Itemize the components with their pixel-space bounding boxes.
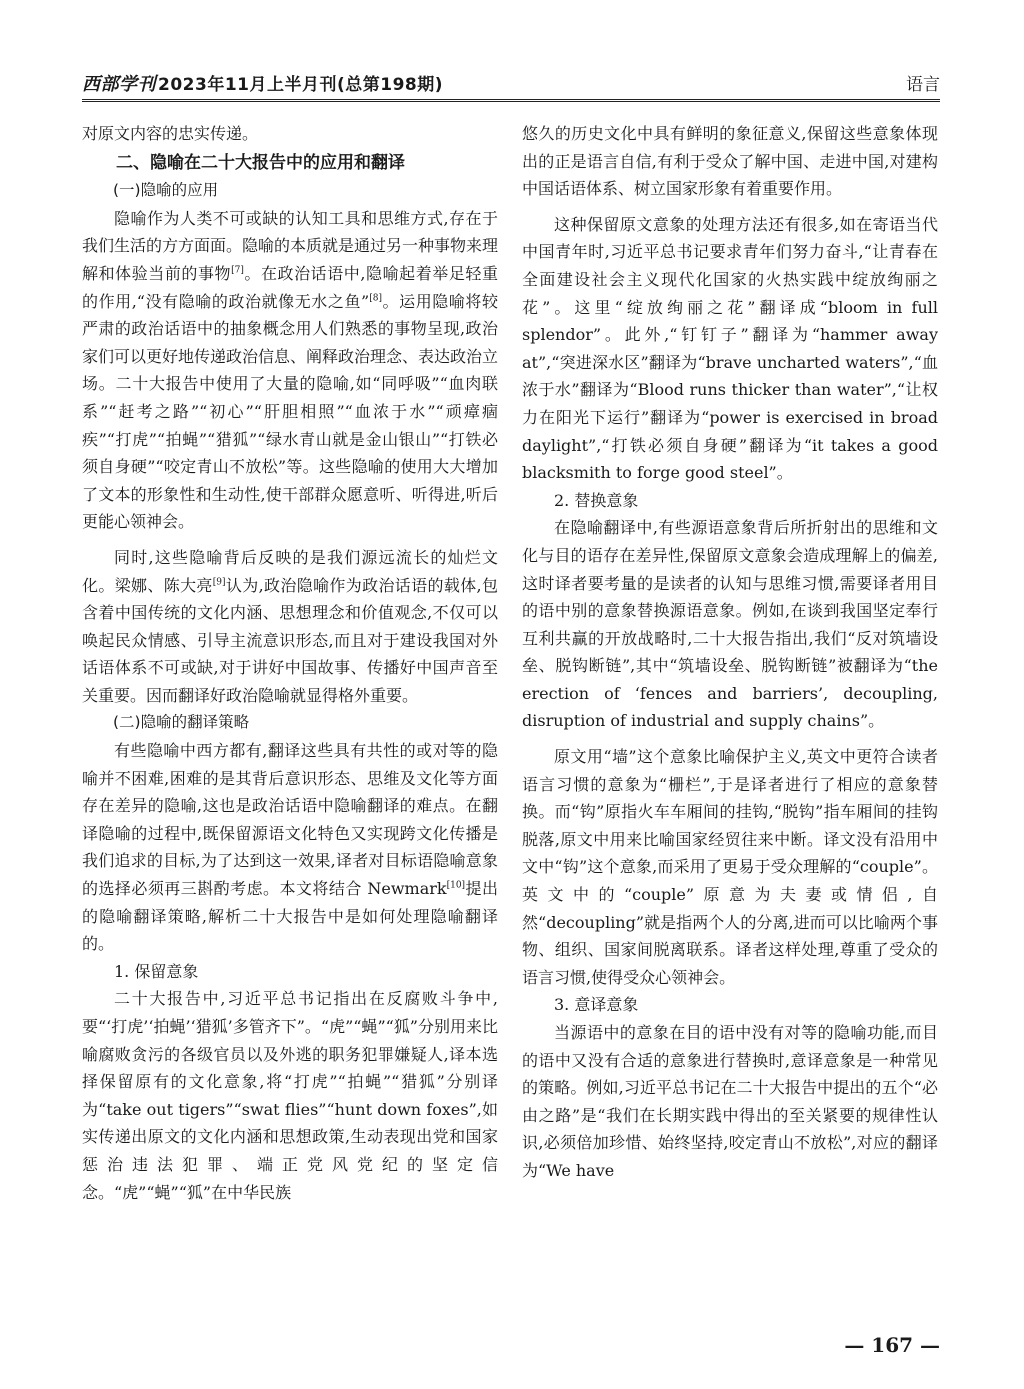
left-column: [82, 120, 498, 1206]
text-run: 。运用隐喻将较严肃的政治话语中的抽象概念用人们熟悉的事物呈现,政治家们可以更好地传递政治信息、阐释政治理念、表达政治立场。二十大报告中使用了大量的隐喻,如“同呼吸”“血肉联系”“赶考之路”“初心”“肝胆相照”“血浓于水”“顽瘴痼疾”“打虎”“拍蝇”“猎狐”“绿水青山就是金山银山”“打铁必须自身硬”“咬定青山不放松”等。这些隐喻的使用大大增加了文本的形象性和生动性,使干部群众愿意听、听得进,听后更能心领神会。: [82, 291, 499, 532]
text-run: 认为,政治隐喻作为政治话语的载体,包含着中国传统的文化内涵、思想理念和价值观念,不仅可以唤起民众情感、引导主流意识形态,而且对于建设我国对外话语体系不可或缺,对于讲好中国故事、传播好中国声音至关重要。因而翻译好政治隐喻就显得格外重要。: [82, 575, 498, 705]
subsection-heading: 2. 替换意象: [554, 490, 639, 510]
text-run: 提出的隐喻翻译策略,解析二十大报告中是如何处理隐喻翻译的。: [82, 879, 498, 954]
paragraph: 当源语中的意象在目的语中没有对等的隐喻功能,而目的语中又没有合适的意象进行替换时,意译意象是一种常见的策略。例如,习近平总书记在二十大报告中提出的五个“必由之路”是“我们在长期实践中得出的至关紧要的规律性认识,必须倍加珍惜、始终坚持,咬定青山不放松”,对应的翻译为“We have: [522, 1023, 938, 1180]
journal-issue: [82, 70, 443, 96]
text-run: 同时,这些隐喻背后反映的是我们源远流长的灿烂文化。梁娜、陈大亮: [82, 547, 498, 595]
paragraph: 在隐喻翻译中,有些源语意象背后所折射出的思维和文化与目的语存在差异性,保留原文意象会造成理解上的偏差,这时译者要考量的是读者的认知与思维习惯,需要译者用目的语中别的意象替换源语意象。例如,在谈到我国坚定奉行互利共赢的开放战略时,二十大报告指出,我们“反对筑墙设垒、脱钩断链”,其中“筑墙设垒、脱钩断链”被翻译为“the erection of ‘fences and barriers’, decoupling, disruption of industrial and supply chains”。: [522, 518, 938, 731]
citation: [10]: [446, 880, 466, 891]
subsection-heading: (一)隐喻的应用: [113, 181, 219, 200]
paragraph: 二十大报告中,习近平总书记指出在反腐败斗争中,要“‘打虎’‘拍蝇’‘猎狐’多管齐下”。“虎”“蝇”“狐”分别用来比喻腐败贪污的各级官员以及外逃的职务犯罪嫌疑人,译本选择保留原有的文化意象,将“打虎”“拍蝇”“猎狐”分别译为“take out tigers”“swat flies”“hunt down foxes”,如实传递出原文的文化内涵和思想政策,生动表现出党和国家惩治违法犯罪、端正党风党纪的坚定信念。“虎”“蝇”“狐”在中华民族: [82, 989, 498, 1202]
section-heading: 二、隐喻在二十大报告中的应用和翻译: [116, 152, 405, 173]
paragraph: [82, 205, 498, 536]
paragraph: [82, 737, 498, 958]
paragraph: 原文用“墙”这个意象比喻保护主义,英文中更符合读者语言习惯的意象为“栅栏”,于是译者进行了相应的意象替换。而“钩”原指火车车厢间的挂钩,“脱钩”指车厢间的挂钩脱落,原文中用来比喻国家经贸往来中断。译文没有沿用中文中“钩”这个意象,而采用了更易于受众理解的“couple”。英文中的“couple”原意为夫妻或情侣,自然“decoupling”就是指两个人的分离,进而可以比喻两个事物、组织、国家间脱离联系。译者这样处理,尊重了受众的语言习惯,使得受众心领神会。: [522, 747, 938, 987]
text-run: 。在政治话语中,隐喻起着举足轻重的作用,“没有隐喻的政治就像无水之鱼”: [82, 263, 498, 311]
right-column: [522, 120, 938, 1185]
paragraph: 这种保留原文意象的处理方法还有很多,如在寄语当代中国青年时,习近平总书记要求青年们努力奋斗,“让青春在全面建设社会主义现代化国家的火热实践中绽放绚丽之花”。这里“绽放绚丽之花”翻译成“bloom in full splendor”。此外,“钉钉子”翻译为“hammer away at”,“突进深水区”翻译为“brave uncharted waters”,“血浓于水”翻译为“Blood runs thicker than water”,“让权力在阳光下运行”翻译为“power is exercised in broad daylight”,“打铁必须自身硬”翻译为“it takes a good blacksmith to forge good steel”。: [522, 214, 938, 483]
issue-info: 2023年11月上半月刊(总第198期): [158, 75, 443, 95]
subsection-heading: 1. 保留意象: [114, 961, 199, 981]
page-number: — 167 —: [844, 1333, 940, 1357]
subsection-heading: 3. 意译意象: [554, 995, 639, 1015]
paragraph: 对原文内容的忠实传递。: [82, 124, 259, 143]
text-run: 隐喻作为人类不可或缺的认知工具和思维方式,存在于我们生活的方方面面。隐喻的本质就是通过另一种事物来理解和体验当前的事物: [82, 208, 499, 283]
journal-logo: 西部学刊: [82, 74, 156, 95]
paragraph: 悠久的历史文化中具有鲜明的象征意义,保留这些意象体现出的正是语言自信,有利于受众了解中国、走进中国,对建构中国话语体系、树立国家形象有着重要作用。: [522, 124, 938, 199]
citation: [7]: [231, 265, 244, 276]
subsection-heading: (二)隐喻的翻译策略: [113, 713, 250, 732]
citation: [9]: [212, 577, 226, 588]
citation: [8]: [369, 293, 382, 304]
paragraph: [82, 544, 498, 710]
header-rule: [82, 99, 940, 102]
section-name: 语言: [906, 75, 940, 95]
text-run: 有些隐喻中西方都有,翻译这些具有共性的或对等的隐喻并不困难,困难的是其背后意识形态、思维及文化等方面存在差异的隐喻,这也是政治话语中隐喻翻译的难点。在翻译隐喻的过程中,既保留源语文化特色又实现跨文化传播是我们追求的目标,为了达到这一效果,译者对目标语隐喻意象的选择必须再三斟酌考虑。本文将结合 Newmark: [82, 741, 498, 899]
running-header: [82, 66, 940, 102]
